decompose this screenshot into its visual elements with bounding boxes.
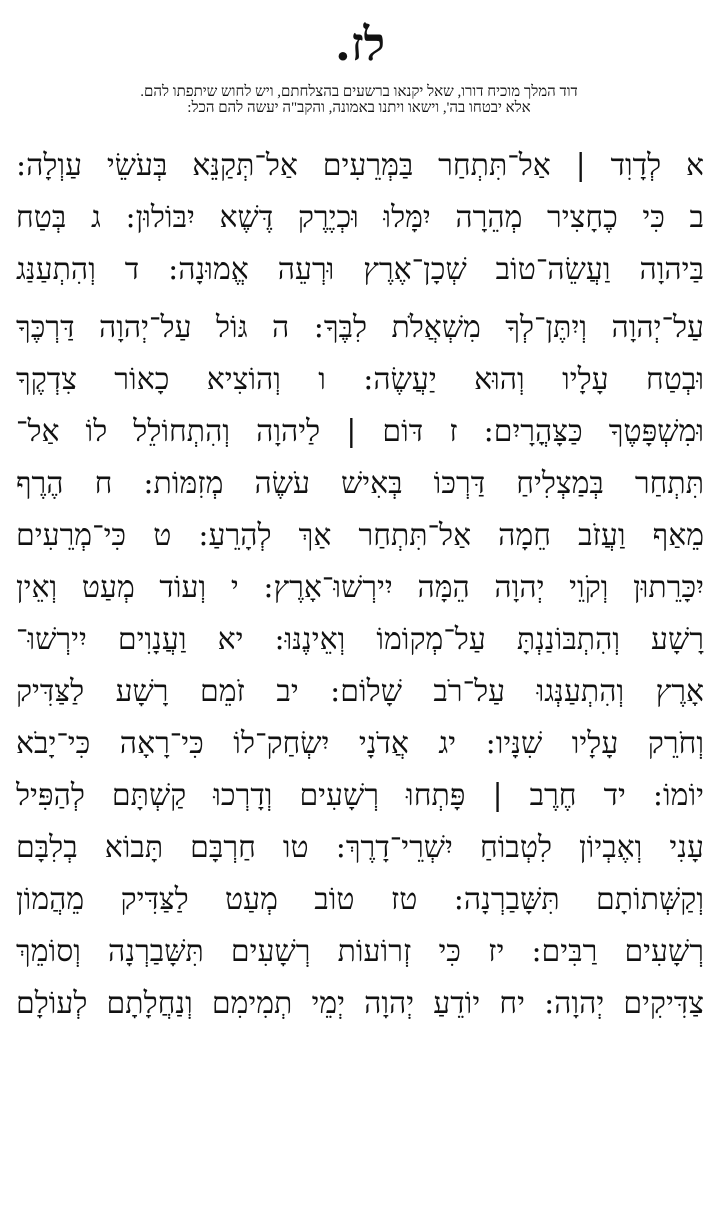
verse-line: בַּיהוָה וַעֲשֵׂה־טוֹב שְׁכָן־אֶרֶץ וּרְעֵה אֱמוּנָה: ד וְהִתְעַנַּג [16,252,704,287]
verse-line: וּבְטַח עָלָיו וְהוּא יַעֲשֶׂה: ו וְהוֹצִיא כָאוֹר צִדְקֶךָ [16,362,704,397]
verse-line: וְחֹרֵק עָלָיו שִׁנָּיו: יג אֲדֹנָי יִשְׂחַק־לוֹ כִּי־רָאָה כִּי־יָבֹא [16,726,704,761]
verse-line: יוֹמוֹ: יד חֶרֶב | פָּתְחוּ רְשָׁעִים וְדָרְכוּ קַשְׁתָּם לְהַפִּיל [16,778,704,813]
verse-text [16,140,704,1030]
verse-line: צַדִּיקִים יְהוָה: יח יוֹדֵעַ יְהוָה יְמֵי תְמִימִם וְנַחֲלָתָם לְעוֹלָם [16,986,704,1021]
verse-line: אָרֶץ וְהִתְעַנְּגוּ עַל־רֹב שָׁלוֹם: יב זֹמֵם רָשָׁע לַצַּדִּיק [16,674,704,709]
verse-line: תִּתְחַר בְּמַצְלִיחַ דַּרְכּוֹ בְּאִישׁ עֹשֶׂה מְזִמּוֹת: ח הֶרֶף [16,466,704,501]
chapter-summary [14,84,704,116]
summary-line: דוד המלך מוכיח דורו, שאל יקנאו ברשעים בהצלחתם, ויש לחוש שיתפתו להם. [140,84,578,100]
verse-line: וּמִשְׁפָּטֶךָ כַּצָּהֳרָיִם: ז דּוֹם | לַיהוָה וְהִתְחוֹלֵל לוֹ אַל־ [16,414,704,449]
chapter-title: לז. [334,17,386,71]
verse-line: עָנִי וְאֶבְיוֹן לִטְבוֹחַ יִשְׁרֵי־דָרֶךְ: טו חַרְבָּם תָּבוֹא בְלִבָּם [16,830,704,865]
verse-line: א לְדָוִד | אַל־תִּתְחַר בַּמְּרֵעִים אַל־תְּקַנֵּא בְּעֹשֵׂי עַוְלָה: [16,148,704,183]
verse-line: עַל־יְהוָה וְיִתֶּן־לְךָ מִשְׁאֲלֹת לִבֶּךָ: ה גּוֹל עַל־יְהוָה דַּרְכֶּךָ [16,310,704,345]
verse-line: יִכָּרֵתוּן וְקֹוֵי יְהוָה הֵמָּה יִירְשׁוּ־אָרֶץ: י וְעוֹד מְעַט וְאֵין [16,570,704,605]
summary-line: אלא יבטחו בה', וישאו ויתנו באמונה, והקב"ה יעשה להם הכל: [187,100,531,116]
verse-line: רְשָׁעִים רַבִּים: יז כִּי זְרוֹעוֹת רְשָׁעִים תִּשָּׁבַרְנָה וְסוֹמֵךְ [16,934,704,969]
verse-line: רָשָׁע וְהִתְבּוֹנַנְתָּ עַל־מְקוֹמוֹ וְאֵינֶנּוּ: יא וַעֲנָוִים יִירְשׁוּ־ [16,622,704,657]
verse-line: וְקַשְּׁתוֹתָם תִּשָּׁבַרְנָה: טז טוֹב מְעַט לַצַּדִּיק מֵהֲמוֹן [16,882,704,917]
verse-line: ב כִּי כֶחָצִיר מְהֵרָה יִמָּלוּ וּכְיֶרֶק דֶּשֶׁא יִבּוֹלוּן: ג בְּטַח [16,200,704,235]
verse-line: מֵאַף וַעֲזֹב חֵמָה אַל־תִּתְחַר אַךְ לְהָרֵעַ: ט כִּי־מְרֵעִים [16,518,704,553]
